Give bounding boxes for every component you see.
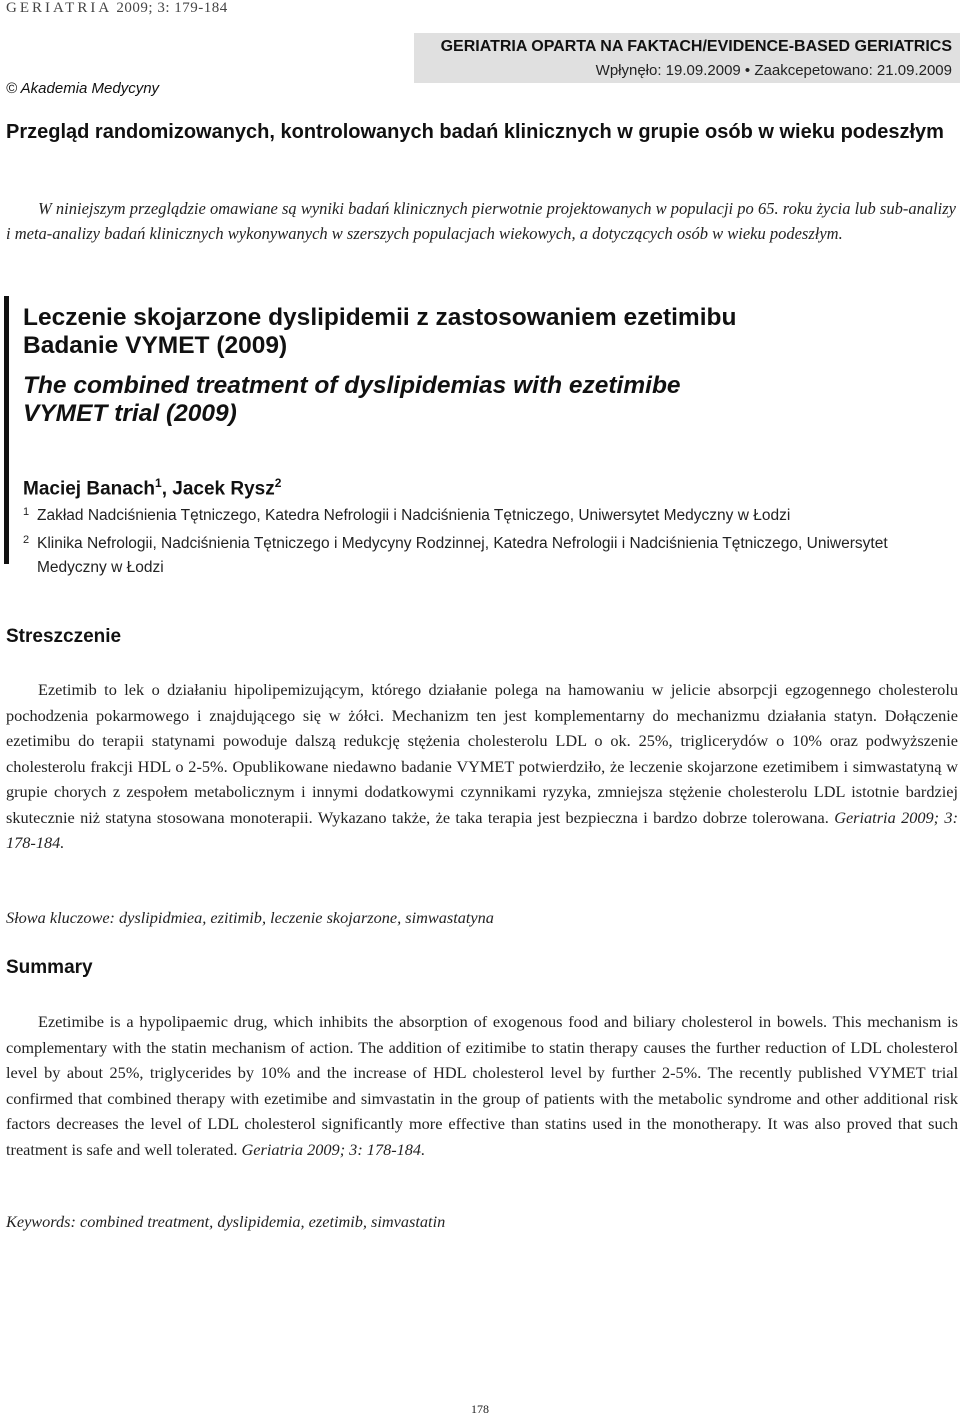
submission-dates: Wpłynęło: 19.09.2009 • Zaakcepetowano: 21.09.2009 — [595, 62, 952, 79]
journal-reference — [6, 0, 228, 17]
article-header — [4, 296, 954, 577]
article-title-polish-line1: Leczenie skojarzone dyslipidemii z zastosowaniem ezetimibu — [23, 304, 737, 331]
article-title-english-line1: The combined treatment of dyslipidemias with ezetimibe — [23, 372, 681, 399]
author-affiliation-mark: 1 — [155, 476, 162, 490]
affiliation-text: Zakład Nadciśnienia Tętniczego, Katedra Nefrologii i Nadciśnienia Tętniczego, Uniwersytet Medyczny w Łodzi — [37, 507, 791, 525]
author-name: Jacek Rysz — [172, 478, 275, 500]
review-intro: W niniejszym przeglądzie omawiane są wyniki badań klinicznych pierwotnie projektowanych w populacji po 65. roku życia lub sub-analizy i meta-analizy badań klinicznych wykonywanych w szerszych populacjach wiekowych, a dotyczących osób w wieku podeszłym. — [6, 199, 956, 243]
copyright-notice: © Akademia Medycyny — [6, 80, 160, 97]
author-list — [23, 476, 954, 500]
abstract-heading-polish: Streszczenie — [6, 626, 122, 647]
article-title-english — [23, 372, 954, 428]
abstract-polish — [6, 677, 958, 856]
keywords-english: Keywords: combined treatment, dyslipidemia, ezetimib, simvastatin — [6, 1212, 446, 1231]
article-title-english-line2: VYMET trial (2009) — [23, 400, 237, 427]
affiliation-item — [23, 532, 954, 580]
section-header: GERIATRIA OPARTA NA FAKTACH/EVIDENCE-BASED GERIATRICS — [440, 38, 952, 55]
journal-name: GERIATRIA — [6, 0, 113, 16]
author-separator: , — [161, 478, 173, 500]
affiliation-number: 2 — [23, 534, 30, 547]
abstract-polish-citation: Geriatria 2009; 3: 178-184. — [6, 807, 958, 852]
review-title: Przegląd randomizowanych, kontrolowanych badań klinicznych w grupie osób w wieku podeszłym — [6, 121, 944, 143]
affiliation-text: Klinika Nefrologii, Nadciśnienia Tętniczego i Medycyny Rodzinnej, Katedra Nefrologii i Nadciśnienia Tętniczego, Uniwersytet Medyczny w Łodzi — [37, 535, 888, 577]
affiliation-item — [23, 504, 954, 528]
abstract-polish-body: Ezetimib to lek o działaniu hipolipemizującym, którego działanie polega na hamowaniu w jelicie absorpcji egzogennego cholesterolu pochodzenia pokarmowego i znajdującego się w żółci. Mechanizm ten jest komplementarny do mechanizmu działania statyn. Dołączenie ezetimibu do terapii statynami powoduje dalszą redukcję stężenia cholesterolu LDL o ok. 25%, triglicerydów o 10% oraz podwyższenie cholesterolu frakcji HDL o 2-5%. Opublikowane niedawno badanie VYMET potwierdziło, że leczenie skojarzone ezetimibem i simwastatyną w grupie chorych z zespołem metabolicznym i innymi dodatkowymi czynnikami ryzyka, zmniejsza stężenie cholesterolu LDL istotnie bardziej skutecznie niż statyna stosowana monoterapii. Wykazano także, że taka terapia jest bezpieczna i bardzo dobrze tolerowana. — [6, 680, 958, 827]
abstract-heading-english: Summary — [6, 957, 93, 978]
abstract-english — [6, 1009, 958, 1162]
journal-volume: 2009; 3: 179-184 — [116, 0, 228, 16]
abstract-english-body: Ezetimibe is a hypolipaemic drug, which inhibits the absorption of exogenous food and biliary cholesterol in bowels. This mechanism is complementary with the statin mechanism of action. The addition of ezitimibe to statin therapy causes the further reduction of LDL cholesterol level by about 25%, triglycerides by 10% and the increase of HDL cholesterol level by further 2-5%. The recently published VYMET trial confirmed that combined therapy with ezetimibe and simvastatin in the group of patients with the metabolic syndrome and other additional risk factors decreases the level of LDL cholesterol significantly more effective than statins used in the monotherapy. It was also proved that such treatment is safe and well tolerated. — [6, 1012, 958, 1159]
article-title-polish-line2: Badanie VYMET (2009) — [23, 332, 288, 359]
keywords-polish: Słowa kluczowe: dyslipidmiea, ezitimib, leczenie skojarzone, simwastatyna — [6, 908, 494, 927]
author-affiliation-mark: 2 — [274, 476, 282, 490]
affiliation-number: 1 — [23, 506, 30, 519]
article-title-polish — [23, 304, 954, 360]
page-number: 178 — [471, 1402, 489, 1416]
abstract-english-citation: Geriatria 2009; 3: 178-184. — [241, 1139, 426, 1159]
author-name: Maciej Banach — [23, 478, 155, 500]
